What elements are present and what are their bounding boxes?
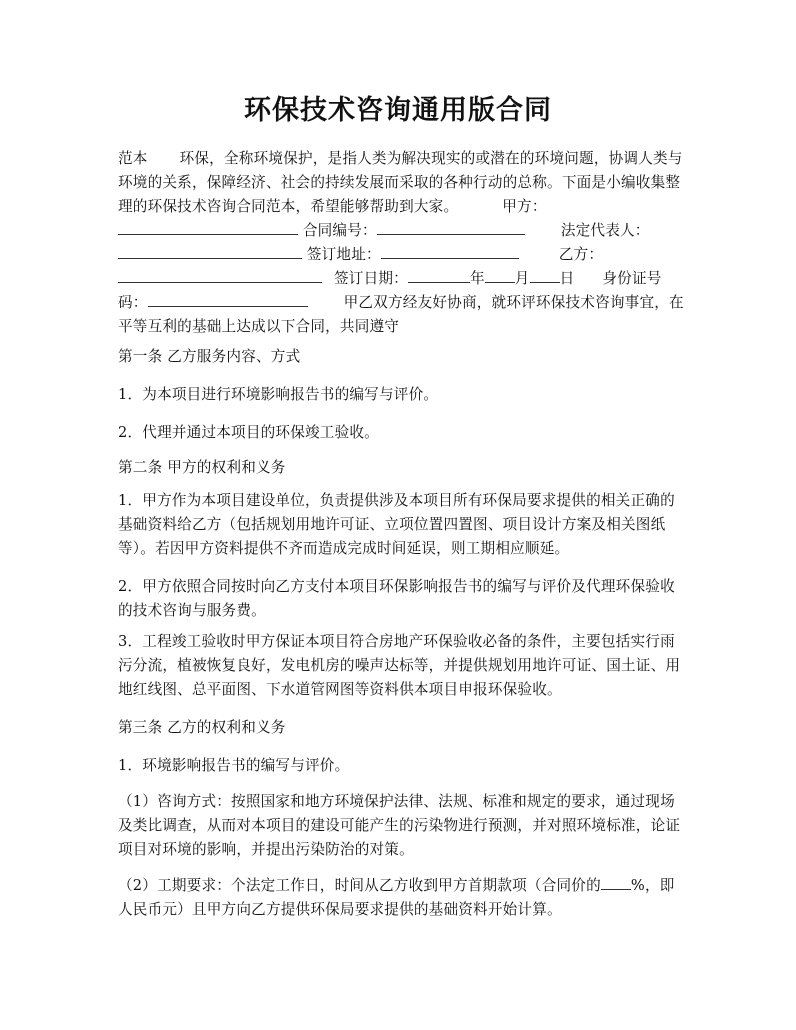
article-3-item-1: 1．环境影响报告书的编写与评价。 [118, 757, 350, 774]
article-3-clause-1: （1）咨询方式：按照国家和地方环境保护法律、法规、标准和规定的要求，通过现场及类比调查，从而对本项目的建设可能产生的污染物进行预测，并对照环境标准，论证项目对环境的影响，并提出污染防治的对策。 [118, 793, 681, 858]
intro-text: 环保，全称环境保护，是指人类为解决现实的或潜在的环境问题，协调人类与环境的关系，保障经济、社会的持续发展而采取的各种行动的总称。下面是小编收集整理的环保技术咨询合同范本，希望能够帮助到大家。 [118, 150, 683, 215]
article-2-heading: 第二条 甲方的权利和义务 [118, 459, 286, 476]
intro-label: 范本 [118, 150, 148, 167]
year-blank [408, 267, 470, 283]
party-a-blank [118, 219, 298, 235]
article-2-item-3: 3．工程竣工验收时甲方保证本项目符合房地产环保验收必备的条件，主要包括实行雨污分流，植被恢复良好，发电机房的噪声达标等，并提供规划用地许可证、国土证、用地红线图、总平面图、下水道管网图等资料供本项目申报环保验收。 [118, 633, 681, 698]
month-label: 月 [514, 270, 530, 287]
percent-blank [601, 874, 631, 890]
contract-no-blank [377, 219, 525, 235]
day-blank [530, 267, 560, 283]
intro-block [118, 147, 684, 339]
article-1-item-2: 2．代理并通过本项目的环保竣工验收。 [118, 424, 379, 441]
day-label: 日 [559, 270, 575, 287]
id-no-label: 身份证号码： [118, 270, 662, 311]
party-b-label: 乙方： [558, 246, 604, 263]
contract-no-label: 合同编号： [302, 222, 377, 239]
article-3-heading: 第三条 乙方的权利和义务 [118, 719, 286, 736]
month-blank [485, 267, 515, 283]
article-2-item-1: 1．甲方作为本项目建设单位，负责提供涉及本项目所有环保局要求提供的相关正确的基础资料给乙方（包括规划用地许可证、立项位置四置图、项目设计方案及相关图纸等）。若因甲方资料提供不齐而造成完成时间延误，则工期相应顺延。 [118, 492, 675, 557]
article-3-clause-2 [118, 874, 684, 922]
preamble-text: 甲乙双方经友好协商，就环评环保技术咨询事宜，在平等互利的基础上达成以下合同，共同遵守 [118, 294, 684, 335]
document-title: 环保技术咨询通用版合同 [244, 95, 552, 126]
clause-2-text-b: %，即人民币元）且甲方向乙方提供环保局要求提供的基础资料开始计算。 [118, 877, 675, 918]
article-1-heading: 第一条 乙方服务内容、方式 [118, 348, 301, 365]
party-a-label: 甲方： [502, 198, 547, 215]
id-no-blank [148, 291, 308, 307]
article-1-item-1: 1．为本项目进行环境影响报告书的编写与评价。 [118, 386, 439, 403]
sign-date-label: 签订日期： [334, 270, 408, 287]
sign-address-blank [381, 243, 519, 259]
year-label: 年 [469, 270, 485, 287]
party-b-blank [118, 267, 322, 283]
clause-2-text-a: （2）工期要求：个法定工作日，时间从乙方收到甲方首期款项（合同价的 [118, 877, 601, 894]
article-2-item-2: 2．甲方依照合同按时向乙方支付本项目环保影响报告书的编写与评价及代理环保验收的技术咨询与服务费。 [118, 578, 675, 619]
legal-rep-blank [118, 243, 302, 259]
legal-rep-label: 法定代表人： [560, 222, 650, 239]
sign-address-label: 签订地址： [306, 246, 381, 263]
